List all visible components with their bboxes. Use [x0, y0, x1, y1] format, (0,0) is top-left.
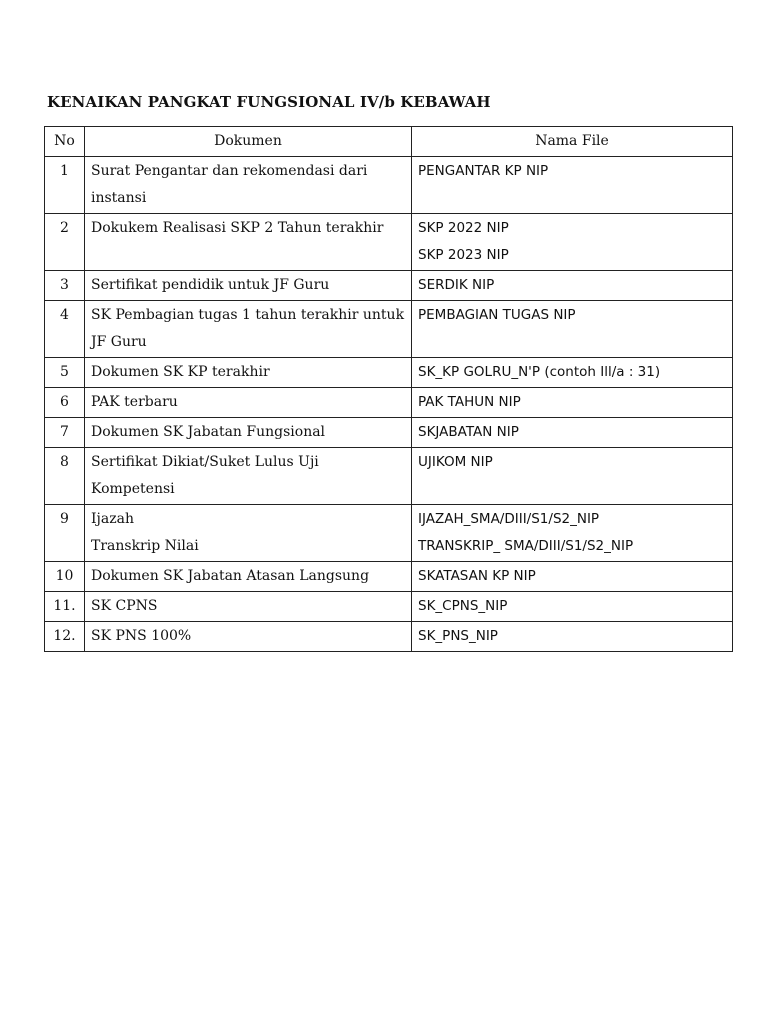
dokumen-cell: [85, 157, 412, 214]
nama-file-cell: [412, 562, 733, 592]
nama-file-text: SKJABATAN NIP: [418, 424, 519, 440]
nama-file-cell: [412, 418, 733, 448]
dokumen-text: SK CPNS: [91, 598, 158, 614]
row-number: 7: [45, 418, 85, 448]
dokumen-cell: [85, 448, 412, 505]
table-row: [45, 562, 733, 592]
table-row: [45, 271, 733, 301]
table-row: [45, 448, 733, 505]
requirements-table: [44, 126, 733, 652]
dokumen-text: SK PNS 100%: [91, 628, 192, 644]
dokumen-text: Sertifikat pendidik untuk JF Guru: [91, 277, 330, 293]
row-number: 9: [45, 505, 85, 562]
nama-file-text: PENGANTAR KP NIP: [418, 163, 549, 179]
dokumen-cell: [85, 388, 412, 418]
nama-file-text: SK_CPNS_NIP: [418, 598, 508, 614]
row-number: 10: [45, 562, 85, 592]
table-row: [45, 301, 733, 358]
table-body: [45, 157, 733, 652]
nama-file-cell: [412, 505, 733, 562]
nama-file-text: PAK TAHUN NIP: [418, 394, 521, 410]
nama-file-cell: [412, 358, 733, 388]
nama-file-text: TRANSKRIP_ SMA/DIII/S1/S2_NIP: [418, 538, 634, 554]
nama-file-text: SKP 2023 NIP: [418, 247, 509, 263]
table-row: [45, 157, 733, 214]
nama-file-text: SERDIK NIP: [418, 277, 495, 293]
table-row: [45, 622, 733, 652]
table-row: [45, 505, 733, 562]
dokumen-cell: [85, 622, 412, 652]
dokumen-cell: [85, 358, 412, 388]
dokumen-text: Dokukem Realisasi SKP 2 Tahun terakhir: [91, 220, 384, 236]
nama-file-text: UJIKOM NIP: [418, 454, 493, 470]
row-number: 3: [45, 271, 85, 301]
dokumen-text: Dokumen SK KP terakhir: [91, 364, 270, 380]
row-number: 6: [45, 388, 85, 418]
header-nama-file: Nama File: [412, 127, 733, 157]
row-number: 1: [45, 157, 85, 214]
table-header-row: [45, 127, 733, 157]
nama-file-cell: [412, 622, 733, 652]
nama-file-cell: [412, 388, 733, 418]
row-number: 11.: [45, 592, 85, 622]
table-row: [45, 214, 733, 271]
row-number: 5: [45, 358, 85, 388]
nama-file-text: IJAZAH_SMA/DIII/S1/S2_NIP: [418, 511, 600, 527]
table-row: [45, 358, 733, 388]
dokumen-cell: [85, 214, 412, 271]
table-row: [45, 388, 733, 418]
nama-file-text: SKP 2022 NIP: [418, 220, 509, 236]
dokumen-text: Transkrip Nilai: [91, 538, 199, 554]
dokumen-text: Sertifikat Dikiat/Suket Lulus Uji Kompetensi: [91, 454, 319, 497]
dokumen-text: Surat Pengantar dan rekomendasi dari instansi: [91, 163, 368, 206]
row-number: 12.: [45, 622, 85, 652]
dokumen-cell: [85, 271, 412, 301]
dokumen-text: Dokumen SK Jabatan Atasan Langsung: [91, 568, 370, 584]
nama-file-text: SK_PNS_NIP: [418, 628, 498, 644]
row-number: 8: [45, 448, 85, 505]
table-row: [45, 592, 733, 622]
nama-file-cell: [412, 448, 733, 505]
dokumen-text: Dokumen SK Jabatan Fungsional: [91, 424, 326, 440]
header-dokumen: Dokumen: [85, 127, 412, 157]
nama-file-text: SK_KP GOLRU_N'P (contoh Ill/a : 31): [418, 364, 661, 380]
nama-file-text: SKATASAN KP NIP: [418, 568, 536, 584]
document-title: KENAIKAN PANGKAT FUNGSIONAL IV/b KEBAWAH: [47, 93, 491, 111]
row-number: 2: [45, 214, 85, 271]
table-row: [45, 418, 733, 448]
nama-file-text: PEMBAGIAN TUGAS NIP: [418, 307, 576, 323]
dokumen-cell: [85, 505, 412, 562]
nama-file-cell: [412, 157, 733, 214]
nama-file-cell: [412, 592, 733, 622]
dokumen-cell: [85, 418, 412, 448]
dokumen-cell: [85, 592, 412, 622]
nama-file-cell: [412, 214, 733, 271]
dokumen-text: PAK terbaru: [91, 394, 178, 410]
header-no: No: [45, 127, 85, 157]
dokumen-text: SK Pembagian tugas 1 tahun terakhir untuk JF Guru: [91, 307, 405, 350]
dokumen-text: Ijazah: [91, 511, 134, 527]
dokumen-cell: [85, 301, 412, 358]
dokumen-cell: [85, 562, 412, 592]
nama-file-cell: [412, 301, 733, 358]
row-number: 4: [45, 301, 85, 358]
nama-file-cell: [412, 271, 733, 301]
